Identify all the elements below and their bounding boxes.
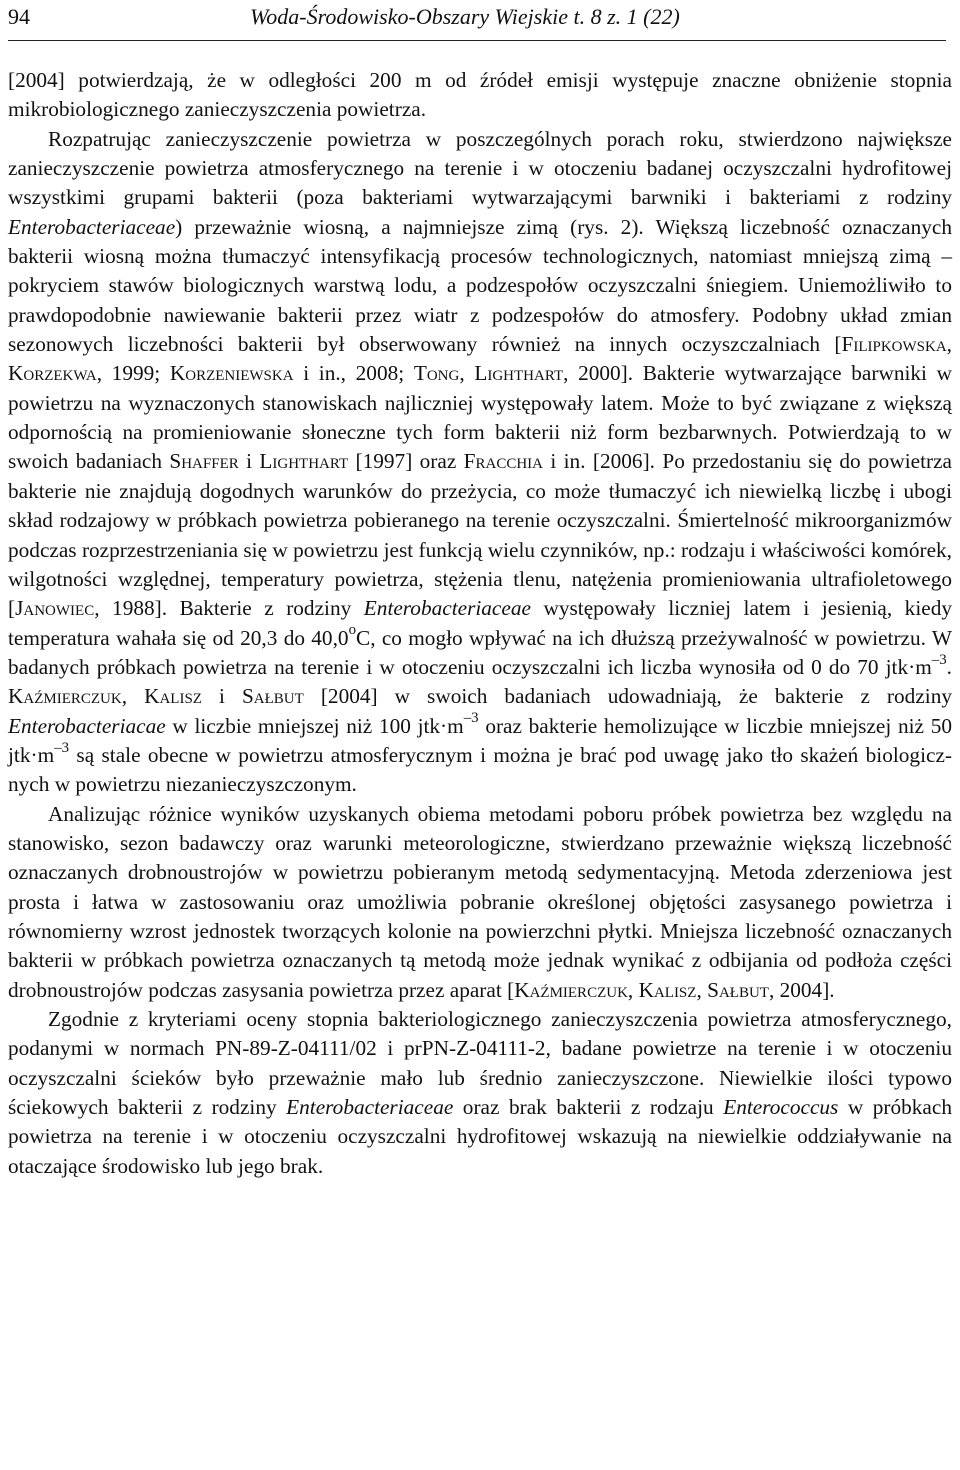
citation-author: Korzeniewska	[169, 361, 294, 386]
page-number: 94	[8, 4, 30, 29]
citation-author: Shaffer	[169, 449, 239, 474]
citation-author: Lighthart	[474, 361, 564, 386]
unit-exponent: –3	[54, 739, 70, 756]
degree-superscript: o	[348, 622, 357, 639]
paragraph-1: [2004] potwierdzają, że w odległości 200 m od źródeł emisji występuje znaczne obniżenie stopnia mikrobiologicznego zanieczyszczenia powietrza.	[8, 68, 952, 122]
article-body	[8, 66, 952, 1181]
unit-exponent: –3	[931, 651, 947, 668]
citation-author: Janowiec	[15, 596, 95, 621]
taxon-name: Enterobacteriaceae	[286, 1095, 454, 1120]
citation-author: Tong	[413, 361, 460, 386]
unit-exponent: –3	[463, 710, 479, 727]
running-header	[8, 4, 946, 41]
citation-author: Korzekwa	[8, 361, 97, 386]
citation-author: Filipkowska	[841, 332, 947, 357]
citation-author: Kaźmierczuk	[514, 977, 628, 1002]
citation-author: Sałbut	[707, 977, 769, 1002]
citation-author: Fracchia	[463, 449, 544, 474]
paragraph-3: Analizując różnice wyników uzyskanych obiema metodami poboru próbek powietrza bez względu na stanowisko, sezon badawczy oraz warunki meteorologiczne, stwierdzano przeważnie większą liczebność oznaczanych drobnoustrojów w powietrzu pobieranym metodą sedymentacyjną. Metoda zderzeniowa jest prosta i łatwa w zastosowaniu oraz umożliwia pobranie określonej objętości zasysanego powietrza i równomierny wzrost jednostek tworzących kolonie na powierzchni płytki. Mniejsza liczebność oznaczanych bakterii w próbkach powietrza oznaczanych tą metodą może jednak wynikać z odbijania od podłoża części drobnoustrojów podczas zasysania powietrza przez aparat [Kaźmierczuk, Kalisz, Sałbut, 2004].	[8, 801, 952, 1002]
paragraph-4: Zgodnie z kryteriami oceny stopnia bakteriologicznego zanieczyszczenia powietrza atmosferycznego, podanymi w normach PN-89-Z-04111/02 i prPN-Z-04111-2, badane powietrze na terenie i w otoczeniu oczyszczalni ścieków było przeważnie mało lub średnio zanieczyszczone. Niewielkie ilości typowo ściekowych bakterii z rodziny Enterobacteriaceae oraz brak bakterii z rodzaju Enterococcus w próbkach powietrza na terenie i w otoczeniu oczyszczalni hydrofitowej wskazują na niewielkie oddziaływanie na otaczające środowisko lub jego brak.	[8, 1007, 952, 1178]
citation-author: Kaźmierczuk	[8, 684, 122, 709]
running-title: Woda-Środowisko-Obszary Wiejskie t. 8 z. 1 (22)	[250, 4, 680, 29]
taxon-name: Enterobacteriaceae	[363, 596, 531, 621]
paragraph-2: Rozpatrując zanieczyszczenie powietrza w poszczególnych porach roku, stwierdzono największe zanieczyszczenie powietrza atmosferycznego na terenie i w otoczeniu badanej oczyszczalni hydrofitowej wszystkimi grupami bakterii (poza bakteriami wytwarzającymi barwniki i bakteriami z rodziny Enterobacteriaceae) przeważnie wiosną, a najmniejsze zimą (rys. 2). Większą liczebność oznaczanych bakterii wiosną można tłumaczyć intensyfikacją procesów technologicznych, natomiast mniejszą zimą – pokryciem stawów biologicznych warstwą lodu, a podzespołów oczyszczalni śniegiem. Uniemożliwiło to prawdopodobnie nawiewanie bakterii przez wiatr z podzespołów do atmosfery. Podobny układ zmian sezonowych liczebności bakterii był obserwowany również na innych oczyszczalniach [Filipkowska, Korzekwa, 1999; Korzeniewska i in., 2008; Tong, Lighthart, 2000]. Bakterie wytwarzające barwniki w powietrzu na wyznaczonych stanowiskach najliczniej występowały latem. Może to być związane z większą odpornością na promieniowanie słoneczne tych form bakterii niż form bezbarwnych. Potwierdzają to w swoich badaniach Shaffer i Lighthart [1997] oraz Fracchia i in. [2006]. Po przedostaniu się do powietrza bakterie nie znajdują dogodnych warunków do przeżycia, co może tłumaczyć ich niewielką liczbę i ubogi skład rodzajowy w próbkach powietrza pobieranego na terenie oczyszczalni. Śmiertelność mikroorganizmów podczas rozprzestrzeniania się w powietrzu jest funkcją wielu czynników, np.: rodzaju i właściwości komórek, wilgotności względnej, temperatury powietrza, stężenia tlenu, natężenia promieniowania ultrafioletowego [Janowiec, 1988]. Bakterie z rodziny Enterobacteriaceae występowały liczniej latem i jesienią, kiedy temperatura wahała się od 20,3 do 40,0$^o$C, co mogło wpływać na ich dłuższą przeżywalność w powietrzu. W badanych próbkach powietrza na terenie i w otoczeniu oczyszczalni ich liczba wynosiła od 0 do 70 $jtk\cdot m^{-3}$. Kaźmierczuk, Kalisz i Sałbut [2004] w swoich badaniach udowadniają, że bakterie z rodziny Enterobacteriacae w liczbie mniejszej niż 100 $jtk\cdot m^{-3}$ oraz bakterie hemolizujące w liczbie mniejszej niż 50 $jtk\cdot m^{-3}$ są stale obecne w powietrzu atmosferycznym i można je brać pod uwagę jako tło skażeń biologicznych w powietrzu niezanieczyszczonym.	[8, 126, 953, 797]
taxon-name: Enterobacteriacae	[8, 713, 166, 738]
citation-author: Sałbut	[241, 684, 304, 709]
citation-author: Kalisz	[144, 684, 202, 709]
taxon-name: Enterobacteriaceae	[8, 214, 176, 239]
taxon-name: Enterococcus	[723, 1095, 839, 1120]
citation-author: Lighthart	[259, 449, 349, 474]
citation-author: Kalisz	[638, 977, 697, 1002]
